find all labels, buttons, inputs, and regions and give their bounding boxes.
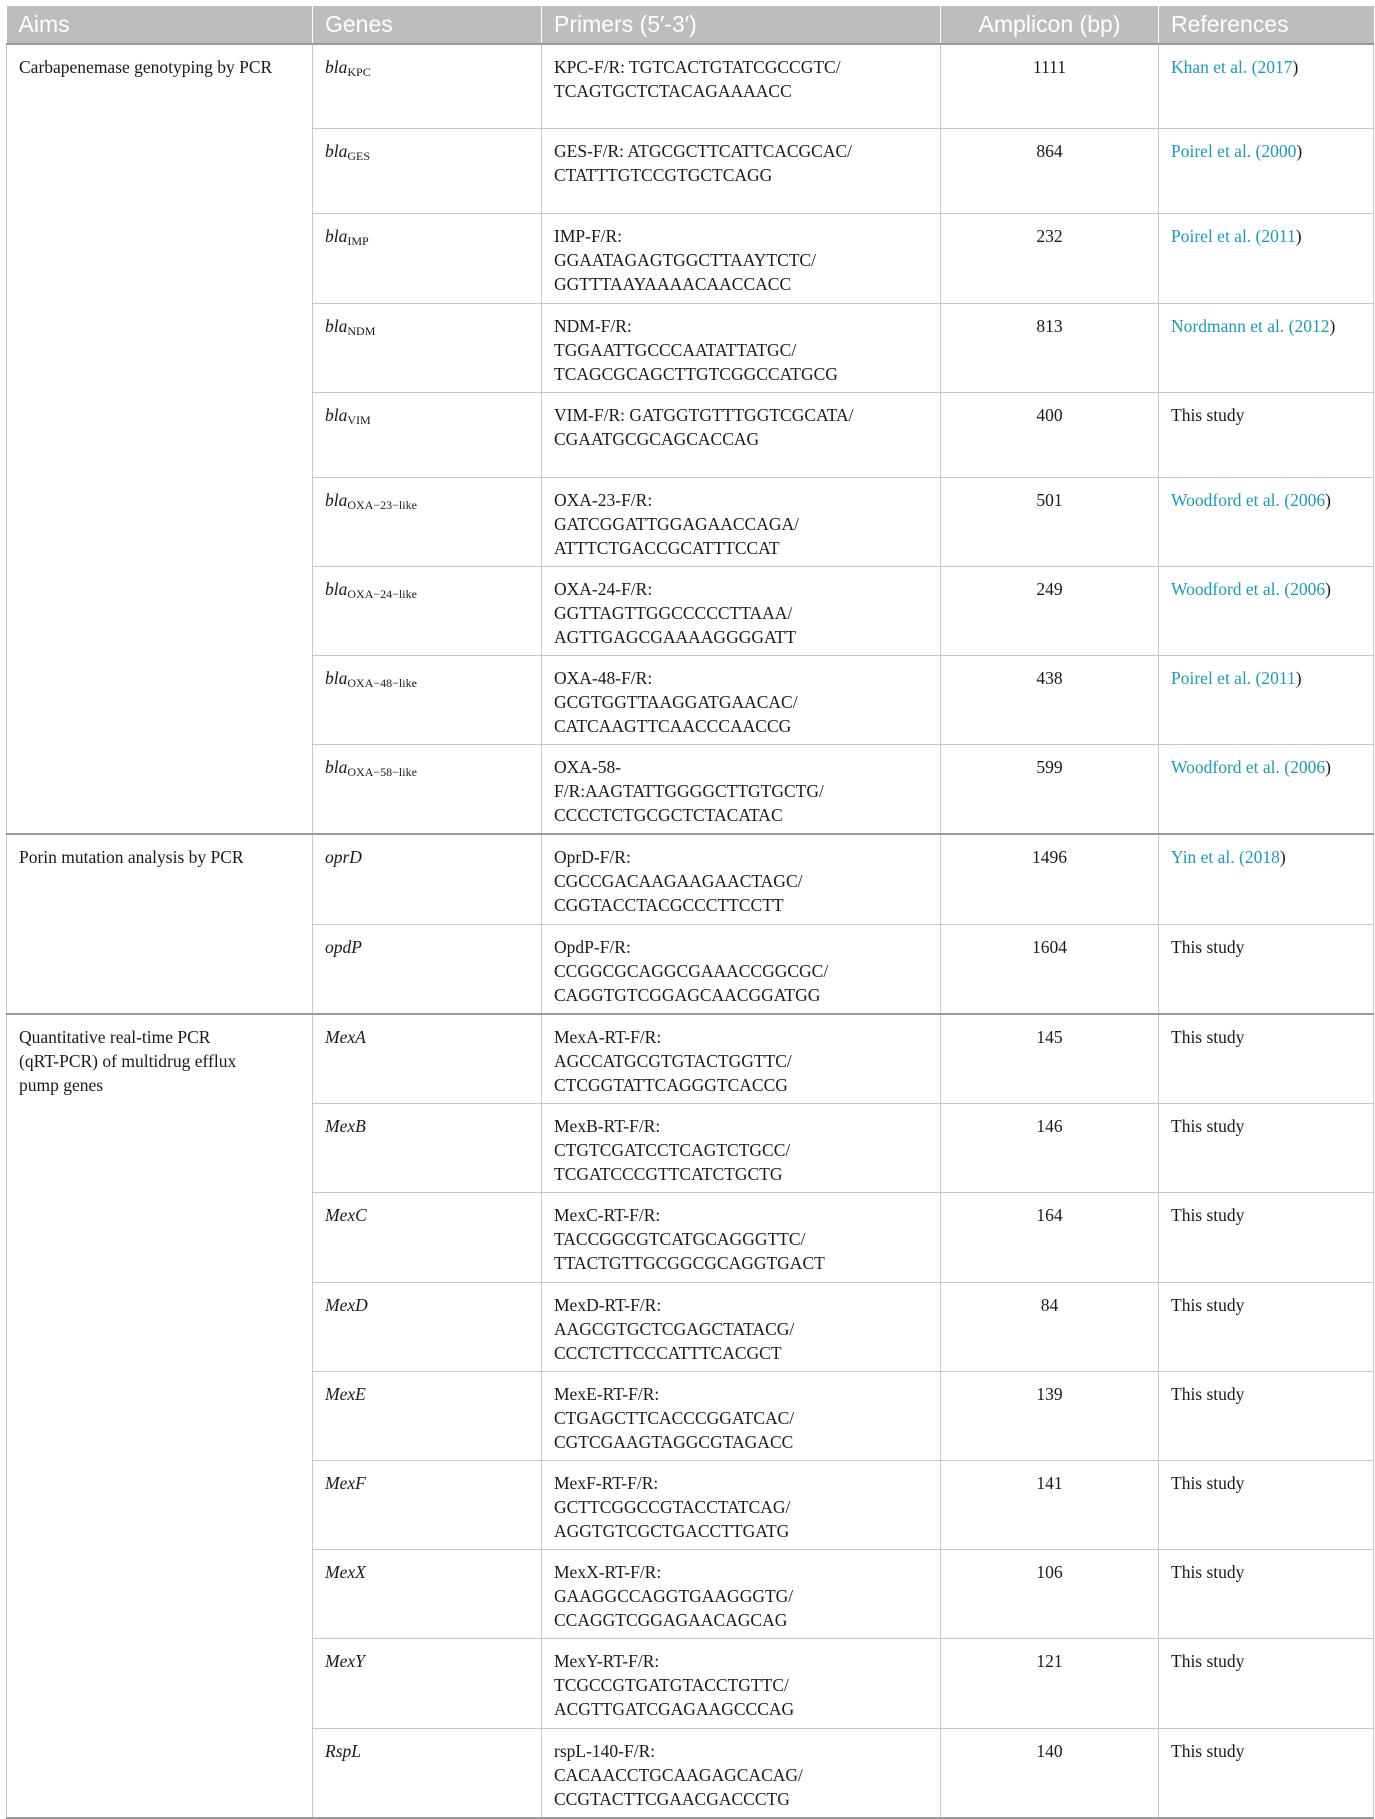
reference-text: This study: [1171, 1472, 1245, 1493]
primer-line: CGCCGACAAGAAGAACTAGC/: [554, 871, 803, 892]
reference-text: This study: [1171, 404, 1245, 425]
reference-cell: [1159, 656, 1374, 745]
primer-line: OpdP-F/R:: [554, 936, 631, 957]
reference-cell: [1159, 566, 1374, 655]
gene-subscript: OXA−58−like: [347, 765, 417, 780]
reference-cell: [1159, 214, 1374, 303]
header-primers: Primers (5′-3′): [542, 6, 941, 44]
reference-cell: [1159, 44, 1374, 129]
amplicon-cell: 141: [941, 1460, 1159, 1549]
reference-text: This study: [1171, 1116, 1245, 1137]
primer-line: AGTTGAGCGAAAAGGGGATT: [554, 626, 797, 647]
gene-name: MexE: [325, 1383, 366, 1404]
reference-cell: [1159, 392, 1374, 477]
aim-line: (qRT-PCR) of multidrug efflux: [19, 1050, 237, 1071]
reference-year-link[interactable]: 2012: [1294, 315, 1330, 336]
reference-cell: [1159, 1193, 1374, 1282]
amplicon-cell: 438: [941, 656, 1159, 745]
reference-year-link[interactable]: 2011: [1261, 226, 1296, 247]
reference-close-paren: ): [1325, 489, 1331, 510]
gene-cell: [313, 214, 542, 303]
gene-cell: [313, 1460, 542, 1549]
gene-name: MexX: [325, 1562, 366, 1583]
reference-author-link[interactable]: Khan et al. (: [1171, 57, 1258, 77]
reference-year-link[interactable]: 2017: [1257, 57, 1293, 77]
reference-close-paren: ): [1295, 226, 1302, 247]
primer-line: GGTTTAAYAAAACAACCACC: [554, 274, 792, 295]
primer-line: CATCAAGTTCAACCCAACCG: [554, 716, 792, 737]
gene-cell: [313, 1193, 542, 1282]
primer-line: IMP-F/R:: [554, 226, 623, 247]
primer-line: MexX-RT-F/R:: [554, 1562, 662, 1583]
amplicon-cell: 232: [941, 214, 1159, 303]
gene-cell: [313, 1639, 542, 1728]
reference-text: This study: [1171, 1651, 1245, 1672]
gene-name: MexB: [325, 1116, 366, 1137]
primer-line: MexY-RT-F/R:: [554, 1651, 660, 1672]
primer-cell: [542, 1193, 941, 1282]
primer-line: CAGGTGTCGGAGCAACGGATGG: [554, 984, 821, 1005]
reference-author-link[interactable]: Poirel et al. (: [1171, 141, 1262, 162]
primer-line: rspL-140-F/R:: [554, 1740, 656, 1761]
primer-line: AAGCGTGCTCGAGCTATACG/: [554, 1318, 795, 1339]
aim-cell: [7, 834, 313, 1013]
aim-cell: [7, 44, 313, 834]
aim-cell: [7, 1014, 313, 1818]
primer-line: CACAACCTGCAAGAGCACAG/: [554, 1764, 803, 1785]
gene-cell: [313, 566, 542, 655]
amplicon-cell: 164: [941, 1193, 1159, 1282]
primer-line: TACCGGCGTCATGCAGGGTTC/: [554, 1229, 806, 1250]
reference-cell: [1159, 1014, 1374, 1104]
primer-line: MexB-RT-F/R:: [554, 1116, 661, 1137]
primer-line: MexA-RT-F/R:: [554, 1026, 662, 1047]
primer-line: OXA-24-F/R:: [554, 578, 653, 599]
gene-name: MexD: [325, 1294, 368, 1315]
amplicon-cell: 146: [941, 1104, 1159, 1193]
gene-name: bla: [325, 757, 348, 778]
gene-name: oprD: [325, 847, 362, 868]
reference-cell: [1159, 1550, 1374, 1639]
aim-text: Porin mutation analysis by PCR: [19, 847, 244, 868]
reference-text: This study: [1171, 1026, 1245, 1047]
primer-line: CCCTCTTCCCATTTCACGCT: [554, 1342, 782, 1363]
amplicon-cell: 864: [941, 129, 1159, 214]
primer-line: NDM-F/R:: [554, 315, 632, 336]
primer-line: TCAGTGCTCTACAGAAAACC: [554, 81, 792, 101]
reference-author-link[interactable]: Poirel et al. (: [1171, 668, 1262, 689]
primer-line: GES-F/R: ATGCGCTTCATTCACGCAC/: [554, 141, 853, 162]
amplicon-cell: 1111: [941, 44, 1159, 129]
gene-subscript: NDM: [347, 323, 376, 338]
primer-cell: [542, 392, 941, 477]
reference-cell: [1159, 1282, 1374, 1371]
primer-cell: [542, 745, 941, 835]
gene-name: bla: [325, 404, 348, 425]
amplicon-cell: 1604: [941, 924, 1159, 1014]
reference-cell: [1159, 834, 1374, 924]
primer-cell: [542, 1282, 941, 1371]
reference-close-paren: ): [1295, 668, 1302, 689]
reference-cell: [1159, 1104, 1374, 1193]
gene-subscript: GES: [347, 149, 371, 164]
primer-cell: [542, 477, 941, 566]
reference-cell: [1159, 1371, 1374, 1460]
reference-year-link[interactable]: 2006: [1290, 578, 1326, 599]
primer-line: AGGTGTCGCTGACCTTGATG: [554, 1520, 790, 1541]
gene-name: RspL: [325, 1740, 361, 1761]
primer-line: F/R:AAGTATTGGGGCTTGTGCTG/: [554, 781, 824, 802]
reference-cell: [1159, 129, 1374, 214]
reference-cell: [1159, 1460, 1374, 1549]
aim-text: Carbapenemase genotyping by PCR: [19, 57, 273, 77]
reference-author-link[interactable]: Poirel et al. (: [1171, 226, 1262, 247]
primer-cell: [542, 44, 941, 129]
primer-cell: [542, 1550, 941, 1639]
primer-line: VIM-F/R: GATGGTGTTTGGTCGCATA/: [554, 404, 854, 425]
primer-line: GGTTAGTTGGCCCCCTTAAA/: [554, 602, 793, 623]
primer-line: MexE-RT-F/R:: [554, 1383, 660, 1404]
gene-subscript: VIM: [347, 412, 371, 427]
reference-close-paren: ): [1296, 141, 1303, 162]
primer-line: CCGGCGCAGGCGAAACCGGCGC/: [554, 960, 829, 981]
header-references: References: [1159, 6, 1374, 44]
primer-line: GAAGGCCAGGTGAAGGGTG/: [554, 1586, 794, 1607]
primer-line: OprD-F/R:: [554, 847, 631, 868]
amplicon-cell: 140: [941, 1728, 1159, 1818]
aim-line: Quantitative real-time PCR: [19, 1026, 211, 1047]
gene-cell: [313, 1371, 542, 1460]
primer-line: TCAGCGCAGCTTGTCGGCCATGCG: [554, 363, 838, 384]
amplicon-cell: 400: [941, 392, 1159, 477]
primer-cell: [542, 129, 941, 214]
primer-line: CCGTACTTCGAACGACCCTG: [554, 1788, 790, 1809]
primer-cell: [542, 656, 941, 745]
gene-name: bla: [325, 668, 348, 689]
gene-cell: [313, 1282, 542, 1371]
reference-cell: [1159, 303, 1374, 392]
gene-name: bla: [325, 315, 348, 336]
reference-cell: [1159, 924, 1374, 1014]
primer-cell: [542, 1371, 941, 1460]
amplicon-cell: 813: [941, 303, 1159, 392]
gene-cell: [313, 477, 542, 566]
gene-cell: [313, 745, 542, 835]
primer-line: GCTTCGGCCGTACCTATCAG/: [554, 1496, 791, 1517]
reference-year-link[interactable]: 2018: [1244, 847, 1280, 868]
table-row: [7, 1014, 1374, 1104]
primer-line: GGAATAGAGTGGCTTAAYTCTC/: [554, 250, 816, 271]
gene-name: MexF: [325, 1472, 366, 1493]
header-row: [7, 6, 1374, 44]
primer-cell: [542, 834, 941, 924]
reference-cell: [1159, 745, 1374, 835]
amplicon-cell: 1496: [941, 834, 1159, 924]
reference-cell: [1159, 1728, 1374, 1818]
gene-subscript: OXA−23−like: [347, 497, 417, 512]
primer-line: CTGAGCTTCACCCGGATCAC/: [554, 1407, 795, 1428]
gene-cell: [313, 656, 542, 745]
reference-close-paren: ): [1325, 757, 1331, 778]
amplicon-cell: 145: [941, 1014, 1159, 1104]
reference-author-link[interactable]: Woodford et al. (: [1171, 578, 1291, 599]
gene-cell: [313, 924, 542, 1014]
reference-year-link[interactable]: 2006: [1290, 757, 1326, 778]
primer-line: ATTTCTGACCGCATTTCCAT: [554, 537, 780, 558]
gene-cell: [313, 1550, 542, 1639]
gene-name: MexY: [325, 1651, 365, 1672]
gene-subscript: OXA−48−like: [347, 676, 417, 691]
primer-line: GATCGGATTGGAGAACCAGA/: [554, 513, 799, 534]
primer-line: TCGATCCCGTTCATCTGCTG: [554, 1164, 783, 1185]
primer-line: CCCCTCTGCGCTCTACATAC: [554, 805, 783, 826]
primer-line: CGAATGCGCAGCACCAG: [554, 428, 760, 449]
primer-cell: [542, 924, 941, 1014]
amplicon-cell: 599: [941, 745, 1159, 835]
primer-line: KPC-F/R: TGTCACTGTATCGCCGTC/: [554, 57, 841, 77]
gene-cell: [313, 1728, 542, 1818]
primer-cell: [542, 1639, 941, 1728]
primer-line: ACGTTGATCGAGAAGCCCAG: [554, 1699, 795, 1720]
reference-close-paren: ): [1325, 578, 1331, 599]
gene-name: bla: [325, 141, 348, 162]
primer-line: CTATTTGTCCGTGCTCAGG: [554, 165, 773, 186]
primer-line: TCGCCGTGATGTACCTGTTC/: [554, 1675, 789, 1696]
header-aims: Aims: [7, 6, 313, 44]
gene-subscript: IMP: [347, 234, 369, 249]
primer-line: MexD-RT-F/R:: [554, 1294, 662, 1315]
reference-year-link[interactable]: 2000: [1261, 141, 1297, 162]
reference-author-link[interactable]: Woodford et al. (: [1171, 489, 1291, 510]
reference-author-link[interactable]: Yin et al. (: [1171, 847, 1245, 868]
gene-name: bla: [325, 57, 348, 77]
primer-cell: [542, 566, 941, 655]
reference-year-link[interactable]: 2011: [1261, 668, 1296, 689]
primer-line: OXA-23-F/R:: [554, 489, 653, 510]
reference-text: This study: [1171, 936, 1245, 957]
primer-cell: [542, 303, 941, 392]
gene-cell: [313, 303, 542, 392]
header-genes: Genes: [313, 6, 542, 44]
primer-line: AGCCATGCGTGTACTGGTTC/: [554, 1050, 792, 1071]
gene-subscript: OXA−24−like: [347, 586, 417, 601]
reference-cell: [1159, 477, 1374, 566]
primer-line: CCAGGTCGGAGAACAGCAG: [554, 1610, 788, 1631]
gene-cell: [313, 392, 542, 477]
primer-table: [6, 6, 1374, 1819]
reference-text: This study: [1171, 1562, 1245, 1583]
reference-text: This study: [1171, 1205, 1245, 1226]
table-row: [7, 834, 1374, 924]
primer-line: GCGTGGTTAAGGATGAACAC/: [554, 692, 798, 713]
gene-name: MexA: [325, 1026, 366, 1047]
primer-line: OXA-58-: [554, 757, 622, 778]
primer-cell: [542, 1014, 941, 1104]
primer-cell: [542, 214, 941, 303]
primer-cell: [542, 1460, 941, 1549]
reference-text: This study: [1171, 1294, 1245, 1315]
amplicon-cell: 106: [941, 1550, 1159, 1639]
gene-cell: [313, 1104, 542, 1193]
reference-text: This study: [1171, 1383, 1245, 1404]
header-amplicon: Amplicon (bp): [941, 6, 1159, 44]
amplicon-cell: 501: [941, 477, 1159, 566]
reference-close-paren: ): [1292, 57, 1299, 77]
gene-name: opdP: [325, 936, 362, 957]
reference-close-paren: ): [1329, 315, 1336, 336]
primer-cell: [542, 1104, 941, 1193]
reference-author-link[interactable]: Nordmann et al. (: [1171, 315, 1295, 336]
primer-line: OXA-48-F/R:: [554, 668, 653, 689]
gene-cell: [313, 129, 542, 214]
gene-name: bla: [325, 578, 348, 599]
gene-cell: [313, 1014, 542, 1104]
reference-year-link[interactable]: 2006: [1290, 489, 1326, 510]
primer-line: TTACTGTTGCGGCGCAGGTGACT: [554, 1253, 825, 1274]
gene-name: bla: [325, 226, 348, 247]
gene-name: bla: [325, 489, 348, 510]
amplicon-cell: 139: [941, 1371, 1159, 1460]
amplicon-cell: 121: [941, 1639, 1159, 1728]
primer-line: TGGAATTGCCCAATATTATGC/: [554, 339, 797, 360]
gene-subscript: KPC: [347, 65, 371, 79]
reference-author-link[interactable]: Woodford et al. (: [1171, 757, 1291, 778]
amplicon-cell: 84: [941, 1282, 1159, 1371]
primer-line: MexC-RT-F/R:: [554, 1205, 661, 1226]
reference-cell: [1159, 1639, 1374, 1728]
aim-line: pump genes: [19, 1074, 104, 1095]
gene-cell: [313, 44, 542, 129]
primer-line: MexF-RT-F/R:: [554, 1472, 659, 1493]
reference-text: This study: [1171, 1740, 1245, 1761]
primer-line: CGTCGAAGTAGGCGTAGACC: [554, 1431, 794, 1452]
gene-cell: [313, 834, 542, 924]
reference-close-paren: ): [1279, 847, 1286, 868]
primer-cell: [542, 1728, 941, 1818]
gene-name: MexC: [325, 1205, 367, 1226]
amplicon-cell: 249: [941, 566, 1159, 655]
primer-line: CGGTACCTACGCCCTTCCTT: [554, 895, 784, 916]
primer-line: CTGTCGATCCTCAGTCTGCC/: [554, 1140, 791, 1161]
primer-line: CTCGGTATTCAGGGTCACCG: [554, 1074, 788, 1095]
table-row: [7, 44, 1374, 129]
